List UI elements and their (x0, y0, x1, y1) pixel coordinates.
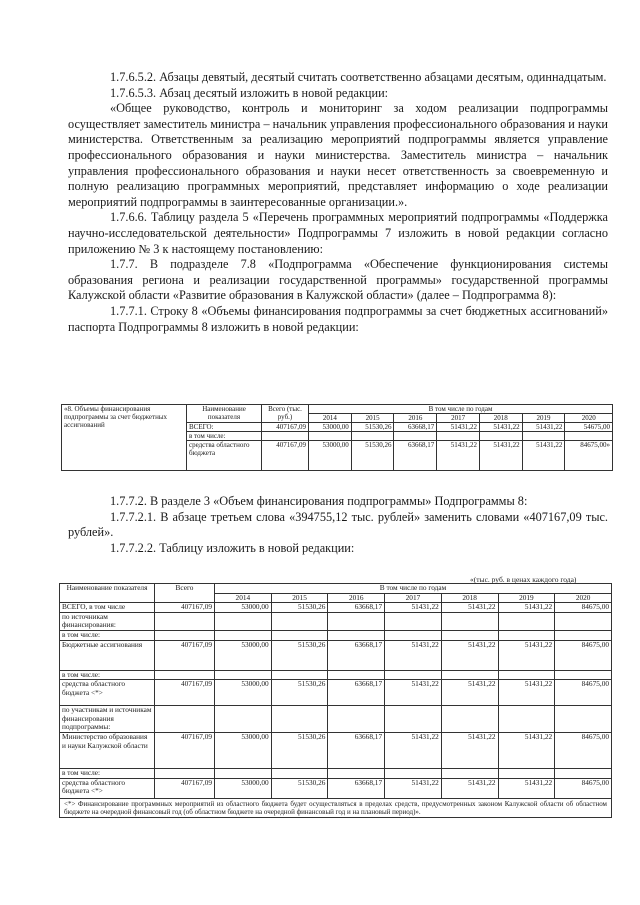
col-header-name: Наименование показателя (187, 405, 262, 423)
table-row: в том числе: (60, 670, 612, 680)
col-header-total: Всего (тыс. руб.) (262, 405, 309, 423)
year-header: 2015 (351, 414, 394, 423)
table-unit-note: «(тыс. руб. в ценах каждого года) (470, 575, 577, 584)
paragraph: 1.7.6.5.3. Абзац десятый изложить в новой редакции: (110, 85, 389, 100)
year-header: 2019 (522, 414, 565, 423)
year-header: 2018 (441, 593, 498, 603)
paragraph: 1.7.7. В подразделе 7.8 «Подпрограмма «Обеспечение функционирования системы образования региона и реализации государственной программы» государственной программы Калужской области «Развитие образования в Калужской области» (далее – Подпрограмма 8): (68, 257, 608, 303)
col-header-total: Всего (155, 584, 215, 603)
year-header: 2017 (437, 414, 480, 423)
paragraph: 1.7.7.2. В разделе 3 «Объем финансирования подпрограммы» Подпрограммы 8: (110, 494, 528, 508)
body-text-top (68, 70, 608, 335)
body-text-middle (68, 494, 608, 556)
col-header-name: Наименование показателя (60, 584, 155, 603)
year-header: 2019 (498, 593, 555, 603)
col-header-years: В том числе по годам (309, 405, 613, 414)
year-header: 2020 (565, 414, 613, 423)
table-row: по участникам и источникам финансирования подпрограммы: (60, 706, 612, 733)
year-header: 2015 (271, 593, 328, 603)
table-row: в том числе: (60, 768, 612, 778)
year-header: 2014 (309, 414, 352, 423)
col-header-years: В том числе по годам (215, 584, 612, 594)
table-row: в том числе: (62, 432, 613, 441)
table-row: средства областного бюджета 407167,09 53000,00 51530,26 63668,17 51431,22 51431,22 51431,22 84675,00» (62, 441, 613, 471)
funding-table (59, 583, 612, 818)
table-label: «8. Объемы финансирования подпрограммы за счет бюджетных ассигнований (62, 405, 187, 471)
year-header: 2018 (479, 414, 522, 423)
paragraph: 1.7.7.1. Строку 8 «Объемы финансирования подпрограммы за счет бюджетных ассигнований» паспорта Подпрограммы 8 изложить в новой редакции: (68, 303, 608, 334)
paragraph: 1.7.7.2.2. Таблицу изложить в новой редакции: (110, 540, 355, 555)
paragraph: 1.7.6.5.2. Абзацы девятый, десятый считать соответственно абзацами десятым, одиннадцатым. (110, 70, 607, 84)
year-header: 2016 (328, 593, 385, 603)
table-row: ВСЕГО: 407167,09 53000,00 51530,26 63668,17 51431,22 51431,22 51431,22 54675,00 (62, 423, 613, 432)
paragraph: 1.7.7.2.1. В абзаце третьем слова «394755,12 тыс. рублей» заменить словами «407167,09 тыс. рублей». (68, 509, 608, 540)
table-row: средства областного бюджета <*> 407167,09 53000,00 51530,26 63668,17 51431,22 51431,22 51431,22 84675,00 (60, 680, 612, 706)
table-row: ВСЕГО, в том числе 407167,09 53000,00 51530,26 63668,17 51431,22 51431,22 51431,22 84675,00 (60, 603, 612, 613)
year-header: 2017 (385, 593, 442, 603)
table-row: средства областного бюджета <*> 407167,09 53000,00 51530,26 63668,17 51431,22 51431,22 51431,22 84675,00 (60, 778, 612, 798)
passport-funding-table (61, 404, 613, 471)
paragraph: «Общее руководство, контроль и мониторинг за ходом реализации подпрограммы осуществляет заместитель министра – начальник управления профессионального образования и науки министерства. Ответственным за реализацию мероприятий подпрограммы является управление профессионального образования и науки министерства. Заместитель министра – начальник управления профессионального образования и науки несет ответственность за своевременную и полную реализацию программных мероприятий, представляет информацию о ходе реализации мероприятий подпрограммы в заинтересованные организации.». (68, 101, 608, 209)
table-row: в том числе: (60, 630, 612, 640)
table-row: Министерство образования и науки Калужской области 407167,09 53000,00 51530,26 63668,17 51431,22 51431,22 51431,22 84675,00 (60, 732, 612, 768)
year-header: 2014 (215, 593, 272, 603)
paragraph: 1.7.6.6. Таблицу раздела 5 «Перечень программных мероприятий подпрограммы «Поддержка научно-исследовательской деятельности» Подпрограммы 7 изложить в новой редакции согласно приложению № 3 к настоящему постановлению: (68, 210, 608, 256)
table-footnote: <*> Финансирование программных мероприятий из областного бюджета будет осуществляться в пределах средств, предусмотренных законом Калужской области об областном бюджете на очередной финансовый год (об областном бюджете на очередной финансовый год и на плановый период)». (60, 798, 612, 818)
year-header: 2016 (394, 414, 437, 423)
year-header: 2020 (555, 593, 612, 603)
table-row: Бюджетные ассигнования 407167,09 53000,00 51530,26 63668,17 51431,22 51431,22 51431,22 84675,00 (60, 640, 612, 670)
table-row: по источникам финансирования: (60, 612, 612, 630)
